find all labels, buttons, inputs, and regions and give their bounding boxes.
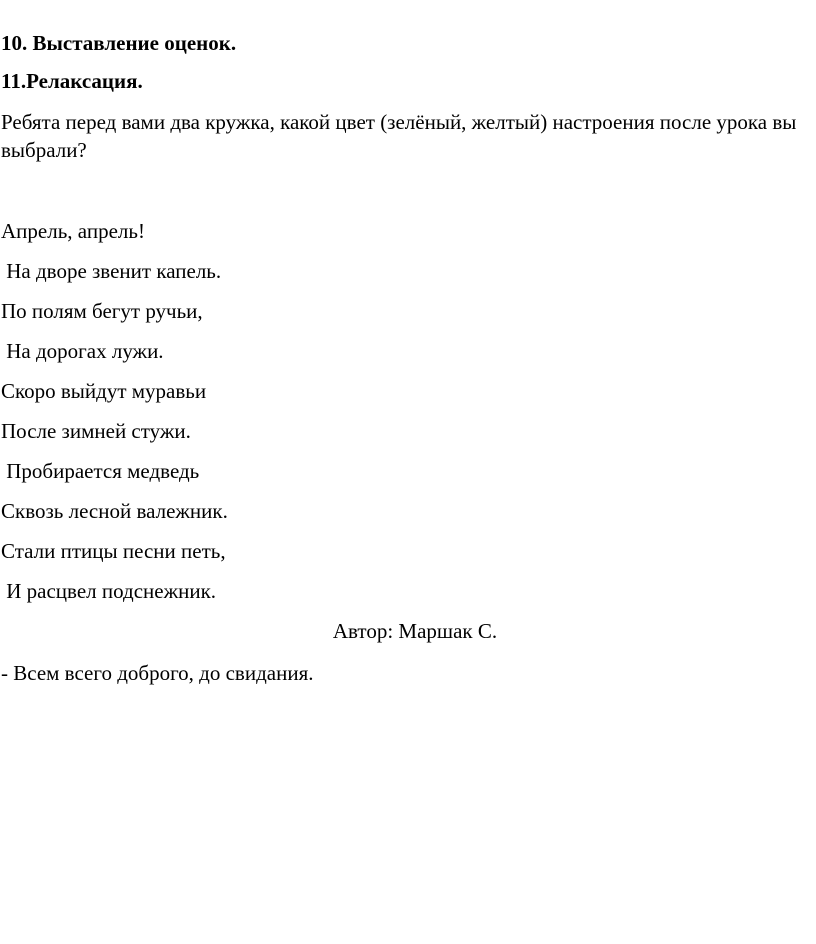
poem-line: Скоро выйдут муравьи: [1, 379, 207, 403]
poem-line: Апрель, апрель!: [1, 219, 145, 243]
intro-paragraph: Ребята перед вами два кружка, какой цвет (зелёный, желтый) настроения после урока вы выбрали?: [1, 110, 797, 162]
poem-line: После зимней стужи.: [1, 419, 191, 443]
farewell-text: - Всем всего доброго, до свидания.: [1, 661, 314, 685]
poem-line: По полям бегут ручьи,: [1, 299, 203, 323]
poem-line: Сквозь лесной валежник.: [1, 499, 228, 523]
poem-line: Стали птицы песни петь,: [1, 539, 226, 563]
poem-line: На дорогах лужи.: [1, 339, 164, 363]
poem-author: Автор: Маршак С.: [332, 619, 498, 643]
poem-line: На дворе звенит капель.: [1, 259, 222, 283]
heading-relaxation: 11.Релаксация.: [1, 69, 143, 93]
heading-grades: 10. Выставление оценок.: [1, 31, 237, 55]
poem-line: И расцвел подснежник.: [1, 579, 217, 603]
poem-line: Пробирается медведь: [1, 459, 200, 483]
